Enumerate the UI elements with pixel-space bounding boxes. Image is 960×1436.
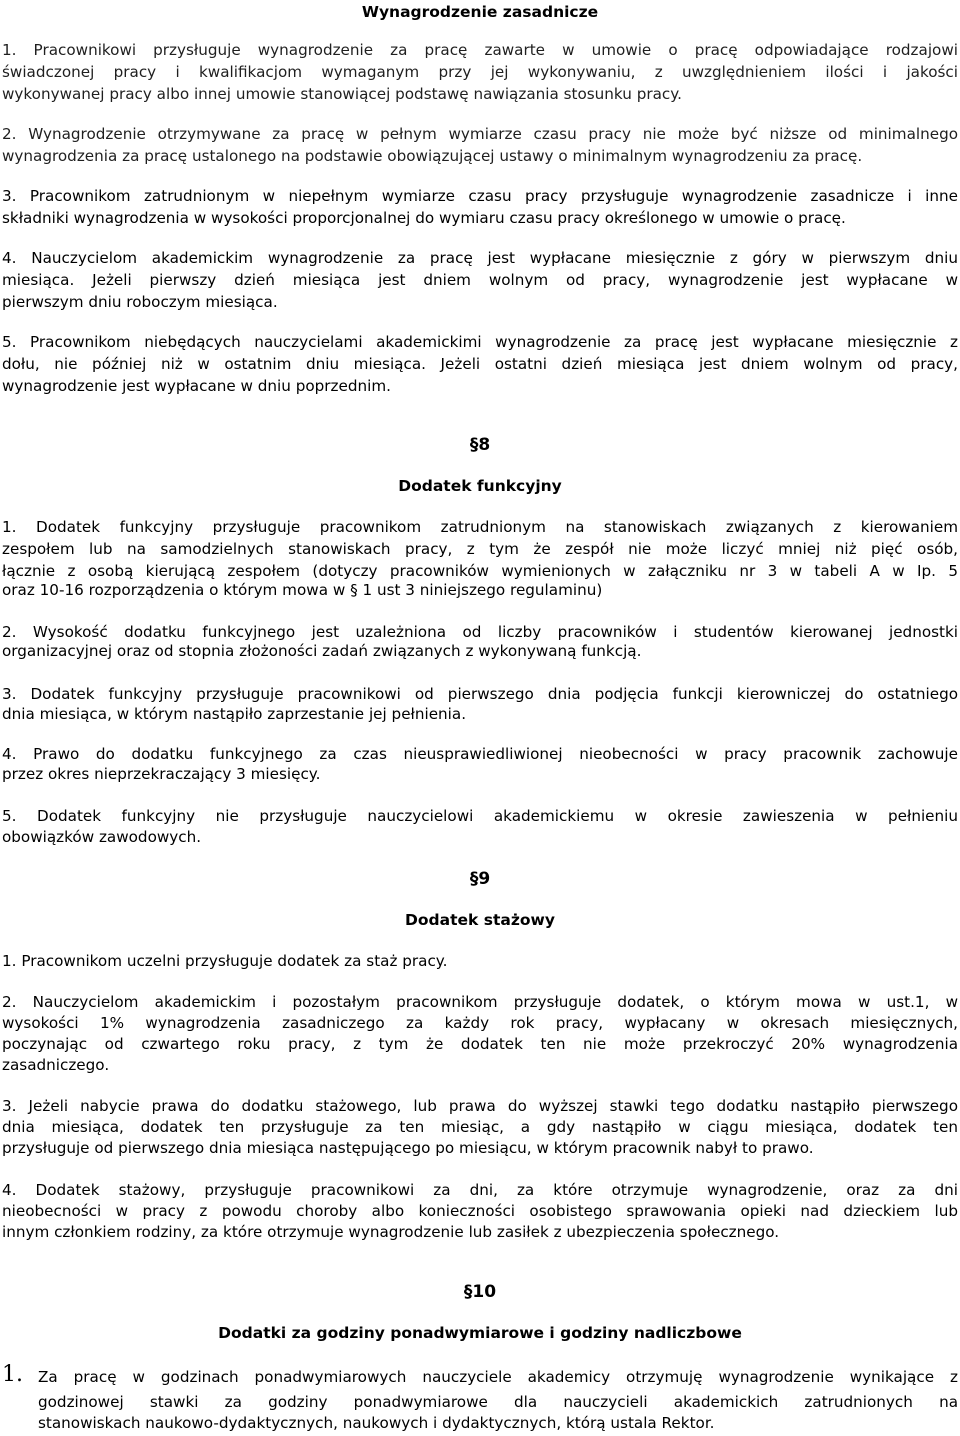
document-title: Wynagrodzenie zasadnicze xyxy=(361,3,599,21)
text-line: dnia miesiąca, w którym nastąpiło zaprzestanie jej pełnienia. xyxy=(2,705,467,723)
text-line: wysokości 1% wynagrodzenia zasadniczego za każdy rok pracy, wypłacany w okresach miesięcznych, xyxy=(2,1014,958,1032)
text-line: 1. Pracownikom uczelni przysługuje dodatek za staż pracy. xyxy=(2,952,448,970)
text-line: wynagrodzenia za pracę ustalonego na podstawie obowiązującej ustawy o minimalnym wynagrodzeniu za pracę. xyxy=(2,147,863,165)
text-line: poczynając od czwartego roku pracy, z tym że dodatek ten nie może przekroczyć 20% wynagrodzenia xyxy=(2,1035,958,1053)
text-line: innym członkiem rodziny, za które otrzymuje wynagrodzenie lub zasiłek z ubezpieczenia społecznego. xyxy=(2,1223,780,1241)
text-line: oraz 10-16 rozporządzenia o którym mowa w § 1 ust 3 niniejszego regulaminu) xyxy=(2,581,603,599)
text-line: 1. Pracownikowi przysługuje wynagrodzenie za pracę zawarte w umowie o pracę odpowiadające rodzajowi xyxy=(2,41,958,59)
text-line: Za pracę w godzinach ponadwymiarowych nauczyciele akademicy otrzymuję wynagrodzenie wynikające z xyxy=(38,1368,958,1386)
text-line: 5. Dodatek funkcyjny nie przysługuje nauczycielowi akademickiemu w okresie zawieszenia w pełnieniu xyxy=(2,807,958,825)
text-line: 2. Wysokość dodatku funkcyjnego jest uzależniona od liczby pracowników i studentów kierowanej jednostki xyxy=(2,623,958,641)
text-line: 3. Pracownikom zatrudnionym w niepełnym wymiarze czasu pracy przysługuje wynagrodzenie zasadnicze i inne xyxy=(2,187,958,205)
list-item-number: 1. xyxy=(2,1362,23,1387)
text-line: zespołem lub na samodzielnych stanowiskach pracy, z tym że zespół nie może liczyć mniej niż pięć osób, xyxy=(2,540,958,558)
text-line: dołu, nie później niż w ostatnim dniu miesiąca. Jeżeli ostatni dzień miesiąca jest dniem wolnym od pracy, xyxy=(2,355,958,373)
text-line: 2. Wynagrodzenie otrzymywane za pracę w pełnym wymiarze czasu pracy nie może być niższe od minimalnego xyxy=(2,125,958,143)
text-line: nieobecności w pracy z powodu choroby albo konieczności osobistego sprawowania opieki nad dzieckiem lub xyxy=(2,1202,958,1220)
text-line: organizacyjnej oraz od stopnia złożoności zadań związanych z wykonywaną funkcją. xyxy=(2,642,642,660)
text-line: łącznie z osobą kierującą zespołem (dotyczy pracowników wymienionych w załączniku nr 3 w tabeli A w Ip. 5 xyxy=(2,562,958,580)
text-line: dnia miesiąca, dodatek ten przysługuje za ten miesiąc, a gdy nastąpiło w ciągu miesiąca, dodatek ten xyxy=(2,1118,958,1136)
text-line: przysługuje od pierwszego dnia miesiąca następującego po miesiącu, w którym pracownik nabył to prawo. xyxy=(2,1139,814,1157)
text-line: 3. Dodatek funkcyjny przysługuje pracownikowi od pierwszego dnia podjęcia funkcji kierowniczej do ostatniego xyxy=(2,685,958,703)
text-line: stanowiskach naukowo-dydaktycznych, naukowych i dydaktycznych, którą ustala Rektor. xyxy=(38,1414,715,1432)
text-line: przez okres nieprzekraczający 3 miesięcy. xyxy=(2,765,321,783)
text-line: 4. Dodatek stażowy, przysługuje pracownikowi za dni, za które otrzymuje wynagrodzenie, oraz za dni xyxy=(2,1181,958,1199)
section-heading: Dodatki za godziny ponadwymiarowe i godziny nadliczbowe xyxy=(218,1324,742,1342)
text-line: miesiąca. Jeżeli pierwszy dzień miesiąca jest dniem wolnym od pracy, wynagrodzenie jest wypłacane w xyxy=(2,271,958,289)
text-line: godzinowej stawki za godziny ponadwymiarowe dla nauczycieli akademickich zatrudnionych na xyxy=(38,1393,958,1411)
text-line: 3. Jeżeli nabycie prawa do dodatku stażowego, lub prawa do wyższej stawki tego dodatku nastąpiło pierwszego xyxy=(2,1097,958,1115)
section-symbol: §10 xyxy=(463,1282,497,1302)
text-line: składniki wynagrodzenia w wysokości proporcjonalnej do wymiaru czasu pracy określonego w umowie o pracę. xyxy=(2,209,846,227)
section-heading: Dodatek stażowy xyxy=(405,911,555,929)
text-line: 2. Nauczycielom akademickim i pozostałym pracownikom przysługuje dodatek, o którym mowa w ust.1, w xyxy=(2,993,958,1011)
text-line: obowiązków zawodowych. xyxy=(2,828,202,846)
section-symbol: §9 xyxy=(469,869,491,889)
text-line: pierwszym dniu roboczym miesiąca. xyxy=(2,293,278,311)
text-line: 1. Dodatek funkcyjny przysługuje pracownikom zatrudnionym na stanowiskach związanych z kierowaniem xyxy=(2,518,958,536)
text-line: 4. Prawo do dodatku funkcyjnego za czas nieusprawiedliwionej nieobecności w pracy pracownik zachowuje xyxy=(2,745,958,763)
text-line: wykonywanej pracy albo innej umowie stanowiącej podstawę nawiązania stosunku pracy. xyxy=(2,85,682,103)
section-symbol: §8 xyxy=(469,435,491,455)
text-line: świadczonej pracy i kwalifikacjom wymaganym przy jej wykonywaniu, z uwzględnieniem ilości i jakości xyxy=(2,63,958,81)
text-line: wynagrodzenie jest wypłacane w dniu poprzednim. xyxy=(2,377,391,395)
text-line: zasadniczego. xyxy=(2,1056,110,1074)
text-line: 4. Nauczycielom akademickim wynagrodzenie za pracę jest wypłacane miesięcznie z góry w pierwszym dniu xyxy=(2,249,958,267)
text-line: 5. Pracownikom niebędących nauczycielami akademickimi wynagrodzenie za pracę jest wypłacane miesięcznie z xyxy=(2,333,958,351)
section-heading: Dodatek funkcyjny xyxy=(398,477,562,495)
